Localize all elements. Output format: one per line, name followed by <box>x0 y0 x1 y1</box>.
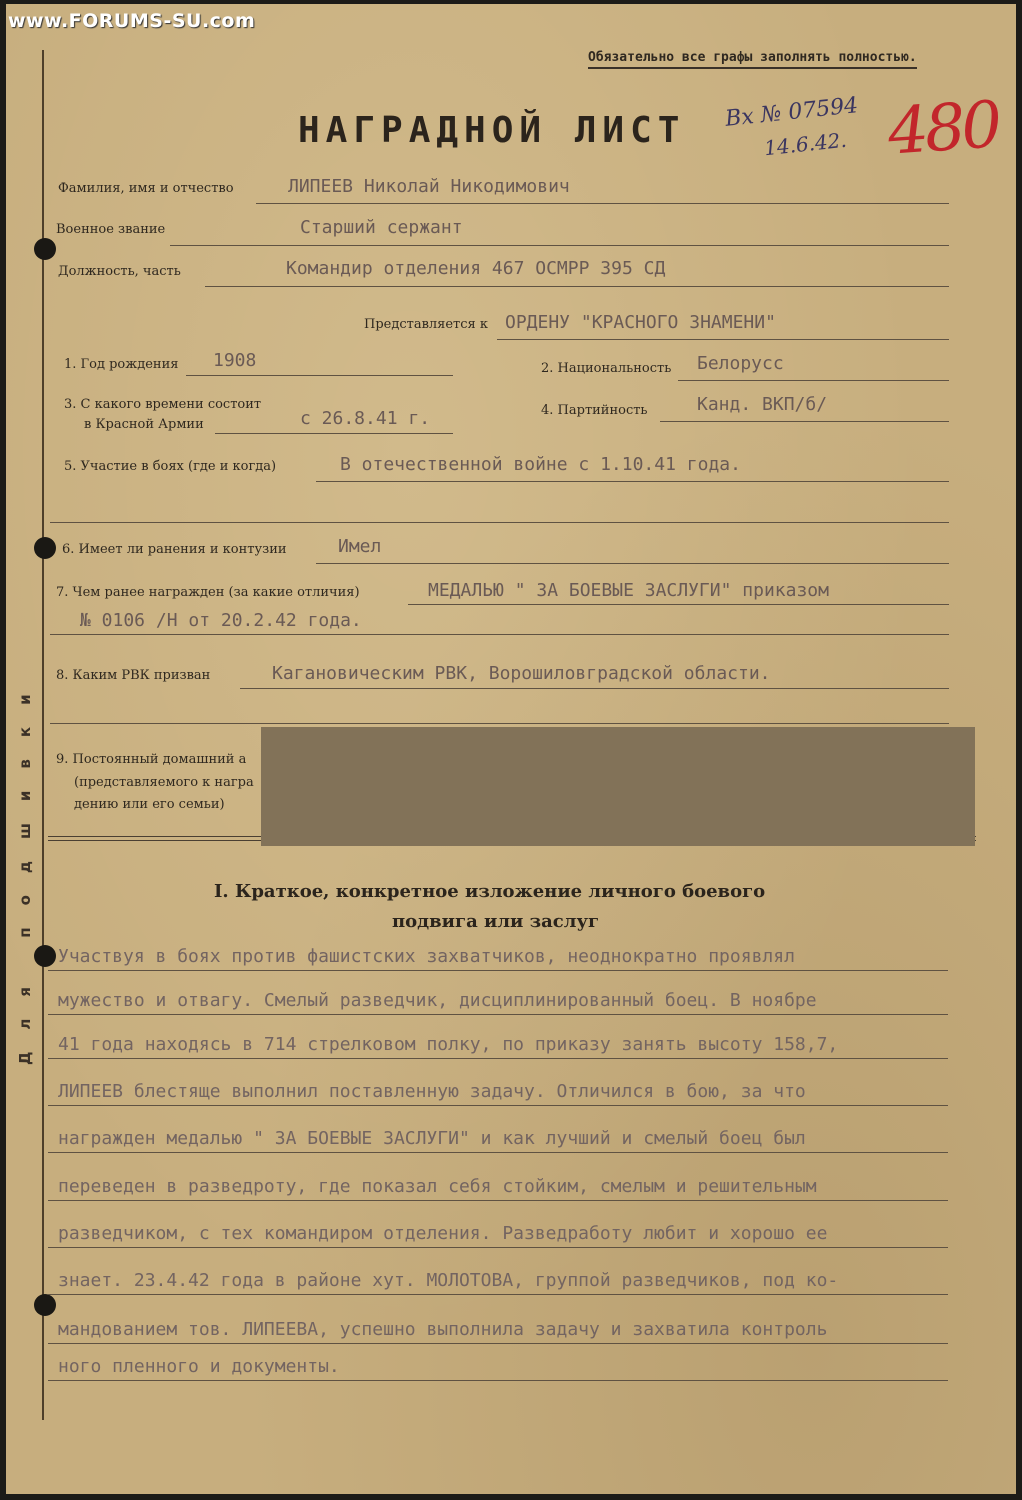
section-heading-2: подвига или заслуг <box>392 911 600 932</box>
narrative-line: знает. 23.4.42 года в районе хут. МОЛОТОВА, группой разведчиков, под ко- <box>58 1270 839 1291</box>
text-rule <box>48 1343 948 1344</box>
address-label-1: 9. Постоянный домашний а <box>56 752 247 767</box>
text-rule <box>48 1380 948 1381</box>
party-value: Канд. ВКП/б/ <box>697 394 828 415</box>
prev-award-value-2: № 0106 /Н от 20.2.42 года. <box>80 610 362 631</box>
prev-award-label: 7. Чем ранее награжден (за какие отличия) <box>56 585 360 600</box>
army-value: с 26.8.41 г. <box>300 408 431 429</box>
narrative-line: награжден медалью " ЗА БОЕВЫЕ ЗАСЛУГИ" и как лучший и смелый боец был <box>58 1128 806 1149</box>
notice: Обязательно все графы заполнять полностью. <box>588 50 917 69</box>
handwritten-red-number: 480 <box>885 88 1001 170</box>
field-rule <box>678 380 949 381</box>
name-label: Фамилия, имя и отчество <box>58 181 234 196</box>
rank-value: Старший сержант <box>300 217 463 238</box>
text-rule <box>48 1014 948 1015</box>
post-label: Должность, часть <box>58 264 181 279</box>
text-rule <box>48 1294 948 1295</box>
narrative-line: 41 года находясь в 714 стрелковом полку, по приказу занять высоту 158,7, <box>58 1034 839 1055</box>
award-value: ОРДЕНУ "КРАСНОГО ЗНАМЕНИ" <box>505 312 776 333</box>
document-title: НАГРАДНОЙ ЛИСТ <box>298 110 686 151</box>
redaction-block <box>261 727 975 846</box>
battles-value: В отечественной войне с 1.10.41 года. <box>340 454 741 475</box>
field-rule <box>408 604 949 605</box>
narrative-line: Участвуя в боях против фашистских захватчиков, неоднократно проявлял <box>58 946 795 967</box>
punch-hole <box>34 238 56 260</box>
watermark: www.FORUMS-SU.com <box>8 10 256 32</box>
army-label-2: в Красной Армии <box>84 417 204 432</box>
field-rule <box>50 723 949 724</box>
field-rule <box>186 375 453 376</box>
field-rule <box>316 563 949 564</box>
field-rule <box>50 522 949 523</box>
text-rule <box>48 1058 948 1059</box>
narrative-line: мужество и отвагу. Смелый разведчик, дисциплинированный боец. В ноябре <box>58 990 817 1011</box>
handwritten-date: 14.6.42. <box>762 127 848 161</box>
field-rule <box>170 245 949 246</box>
text-rule <box>48 1247 948 1248</box>
wounds-value: Имел <box>338 536 382 557</box>
rvk-value: Кагановическим РВК, Ворошиловградской области. <box>272 663 771 684</box>
text-rule <box>48 970 948 971</box>
nationality-label: 2. Национальность <box>541 361 672 376</box>
section-heading: I. Краткое, конкретное изложение личного боевого <box>214 881 766 902</box>
field-rule <box>316 481 949 482</box>
text-rule <box>48 1105 948 1106</box>
punch-hole <box>34 1294 56 1316</box>
narrative-line: ного пленного и документы. <box>58 1356 340 1377</box>
narrative-line: переведен в разведроту, где показал себя стойким, смелым и решительным <box>58 1176 817 1197</box>
narrative-line: ЛИПЕЕВ блестяще выполнил поставленную задачу. Отличился в бою, за что <box>58 1081 806 1102</box>
name-value: ЛИПЕЕВ Николай Никодимович <box>288 176 570 197</box>
wounds-label: 6. Имеет ли ранения и контузии <box>62 542 287 557</box>
punch-hole <box>34 945 56 967</box>
address-label-3: дению или его семьи) <box>74 797 225 812</box>
award-label: Представляется к <box>364 317 488 332</box>
handwritten-reference: Вх № 07594 <box>724 93 860 132</box>
field-rule <box>256 203 949 204</box>
field-rule <box>240 688 949 689</box>
narrative-line: мандованием тов. ЛИПЕЕВА, успешно выполнила задачу и захватила контроль <box>58 1319 828 1340</box>
address-label-2: (представляемого к награ <box>74 775 254 790</box>
party-label: 4. Партийность <box>541 403 648 418</box>
narrative-line: разведчиком, с тех командиром отделения. Разведработу любит и хорошо ее <box>58 1223 828 1244</box>
field-rule <box>497 339 949 340</box>
binding-margin-label: Для подшивки <box>16 672 34 1065</box>
army-label: 3. С какого времени состоит <box>64 397 262 412</box>
prev-award-value-1: МЕДАЛЬЮ " ЗА БОЕВЫЕ ЗАСЛУГИ" приказом <box>428 580 829 601</box>
nationality-value: Белорусс <box>697 353 784 374</box>
birth-value: 1908 <box>213 350 257 371</box>
field-rule <box>660 421 949 422</box>
text-rule <box>48 1152 948 1153</box>
field-rule <box>205 286 949 287</box>
rvk-label: 8. Каким РВК призван <box>56 668 211 683</box>
rank-label: Военное звание <box>56 222 166 237</box>
birth-label: 1. Год рождения <box>64 357 179 372</box>
field-rule <box>215 433 453 434</box>
field-rule <box>50 634 949 635</box>
text-rule <box>48 1200 948 1201</box>
punch-hole <box>34 537 56 559</box>
post-value: Командир отделения 467 ОСМРР 395 СД <box>286 258 666 279</box>
battles-label: 5. Участие в боях (где и когда) <box>64 459 277 474</box>
